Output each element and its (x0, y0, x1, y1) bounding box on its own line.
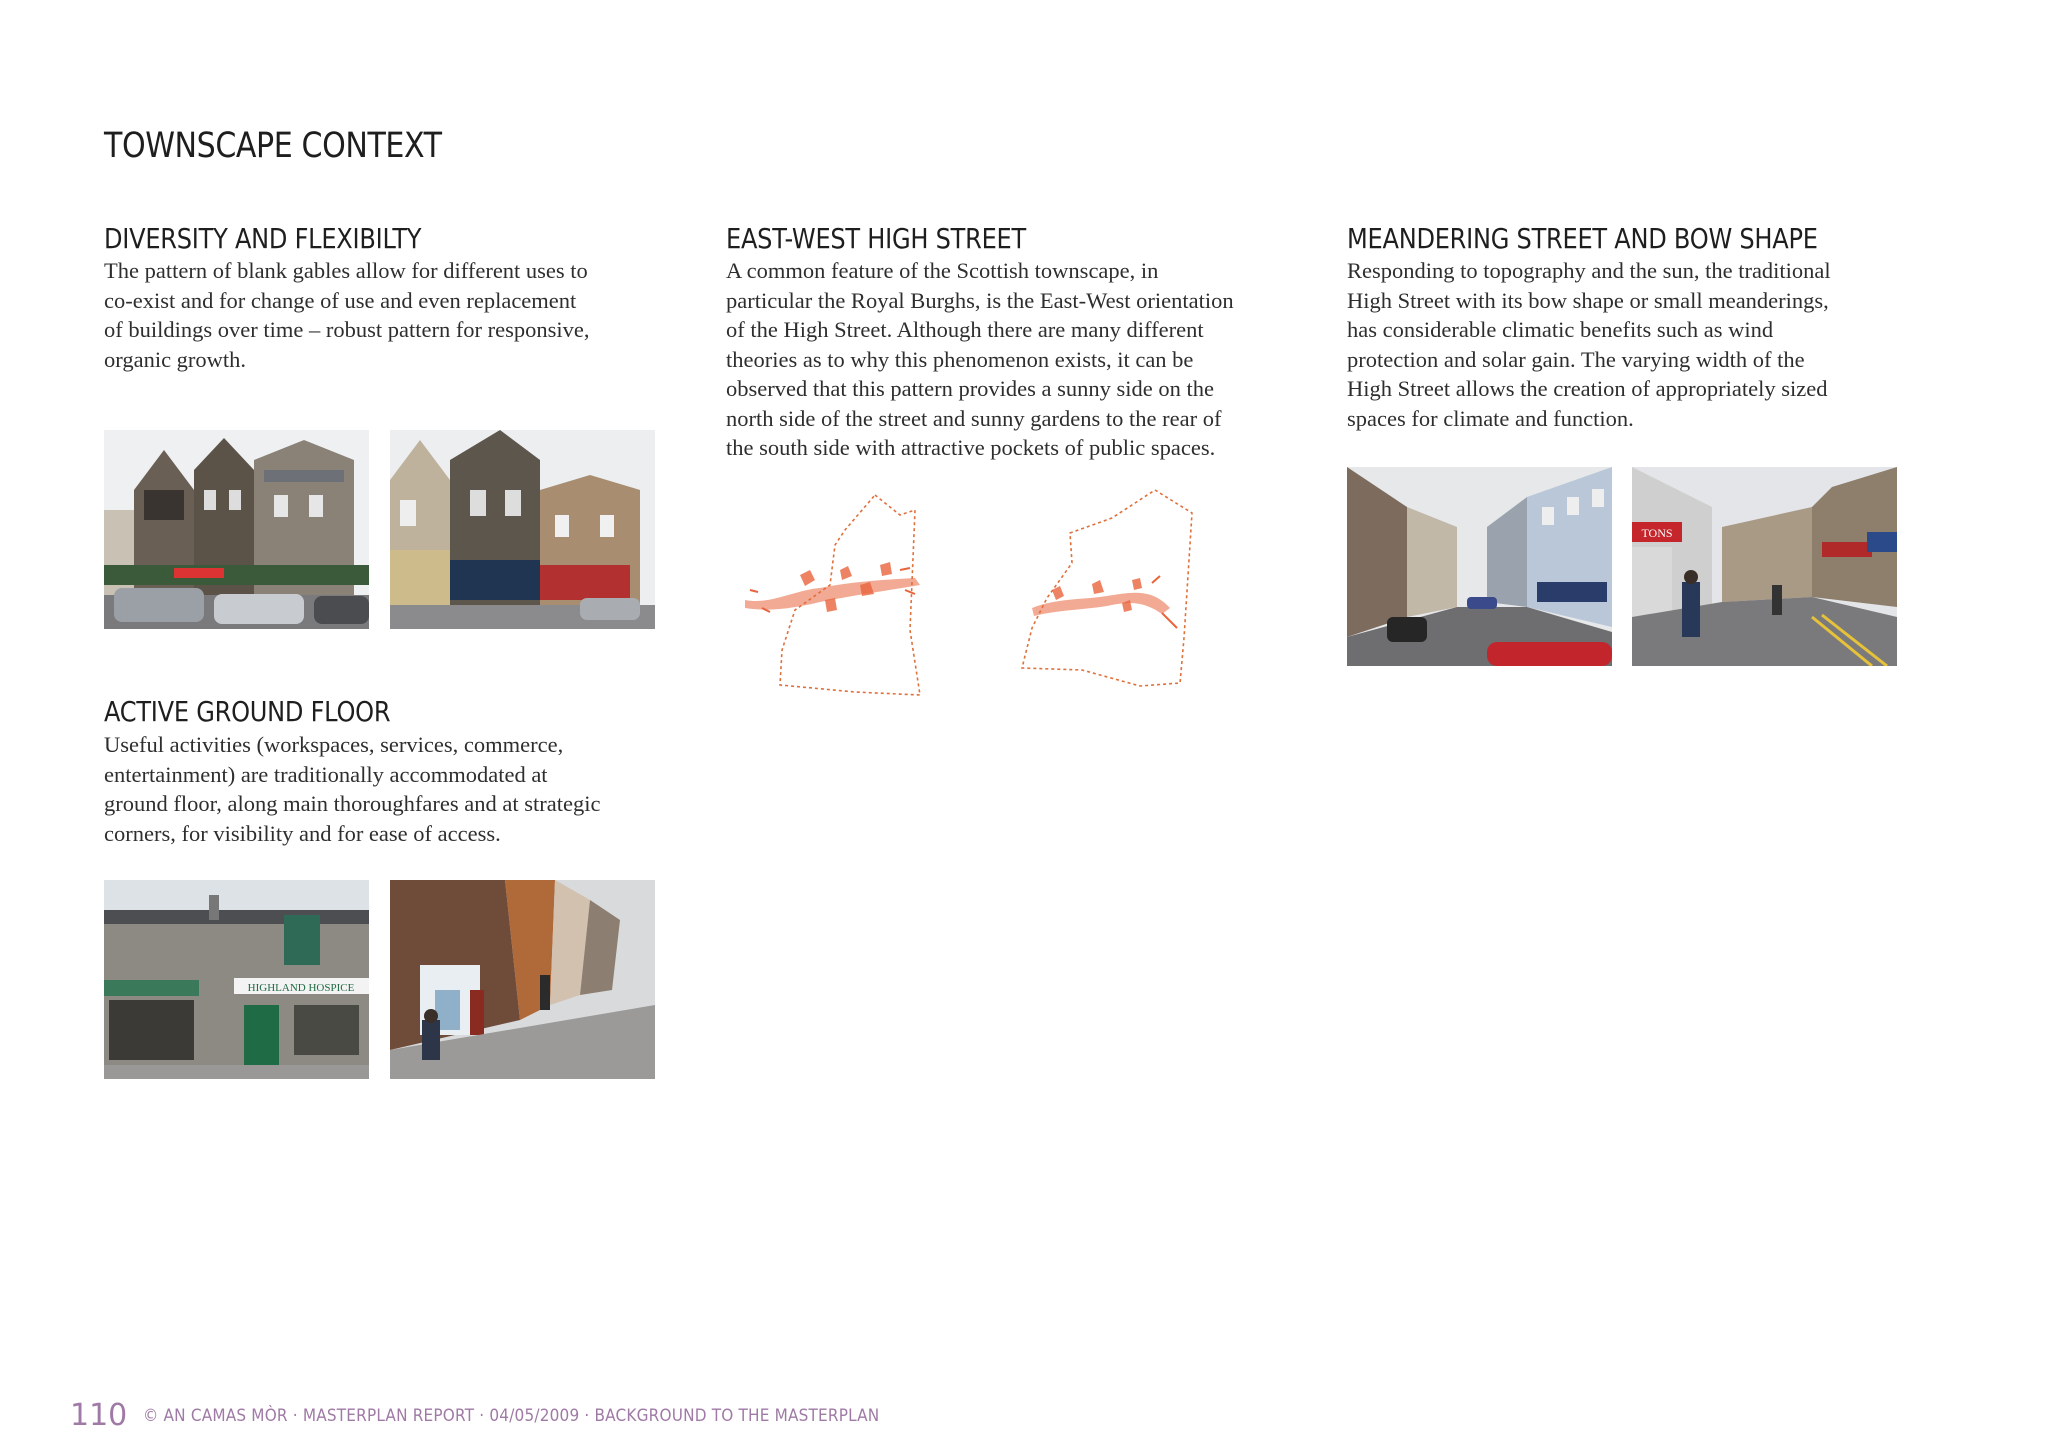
text-line: of the High Street. Although there are many different (726, 317, 1204, 342)
photo-street-pedestrian (390, 880, 655, 1079)
map-high-street-west (740, 490, 970, 700)
section-heading-meandering: MEANDERING STREET AND BOW SHAPE (1347, 222, 1818, 255)
section-heading-active-ground-floor: ACTIVE GROUND FLOOR (104, 695, 391, 728)
text-line: has considerable climatic benefits such as wind (1347, 317, 1774, 342)
text-line: Useful activities (workspaces, services, commerce, (104, 732, 564, 757)
text-line: High Street allows the creation of appropriately sized (1347, 376, 1828, 401)
photo-narrow-street-shops (1632, 467, 1897, 666)
photo-sign-text: HIGHLAND HOSPICE (247, 982, 355, 994)
text-line: ground floor, along main thoroughfares and at strategic (104, 791, 601, 816)
text-line: protection and solar gain. The varying width of the (1347, 346, 1805, 372)
text-line: co-exist and for change of use and even replacement (104, 287, 577, 313)
text-line: corners, for visibility and for ease of access. (104, 820, 501, 846)
text-line: theories as to why this phenomenon exists, it can be (726, 346, 1194, 372)
text-line: High Street with its bow shape or small meanderings, (1347, 287, 1829, 313)
section-text-meandering (1347, 256, 1831, 433)
map-high-street-east (1012, 488, 1212, 688)
section-text-east-west (726, 256, 1234, 463)
footer-meta: © AN CAMAS MÒR · MASTERPLAN REPORT · 04/05/2009 · BACKGROUND TO THE MASTERPLAN (143, 1405, 880, 1426)
text-line: entertainment) are traditionally accommodated at (104, 761, 548, 787)
section-text-diversity (104, 256, 590, 374)
page-number: 110 (70, 1398, 128, 1433)
text-line: observed that this pattern provides a sunny side on the (726, 376, 1215, 401)
page-footer (70, 1398, 962, 1433)
section-text-active-ground-floor (104, 730, 600, 848)
text-line: A common feature of the Scottish townscape, in (726, 258, 1159, 283)
section-heading-east-west: EAST-WEST HIGH STREET (726, 222, 1026, 255)
text-line: spaces for climate and function. (1347, 405, 1634, 431)
photo-corner-building (390, 430, 655, 629)
text-line: the south side with attractive pockets of public spaces. (726, 435, 1216, 460)
photo-highland-hospice (104, 880, 369, 1079)
text-line: of buildings over time – robust pattern for responsive, (104, 317, 590, 342)
photo-gabled-buildings (104, 430, 369, 629)
page-title: TOWNSCAPE CONTEXT (104, 126, 442, 166)
text-line: particular the Royal Burghs, is the East-West orientation (726, 287, 1234, 313)
text-line: north side of the street and sunny gardens to the rear of (726, 405, 1222, 431)
text-line: organic growth. (104, 346, 247, 372)
photo-sign-text: TONS (1641, 526, 1673, 540)
photo-curving-high-street (1347, 467, 1612, 666)
section-heading-diversity: DIVERSITY AND FLEXIBILTY (104, 222, 422, 255)
text-line: The pattern of blank gables allow for different uses to (104, 258, 588, 283)
text-line: Responding to topography and the sun, the traditional (1347, 258, 1831, 283)
